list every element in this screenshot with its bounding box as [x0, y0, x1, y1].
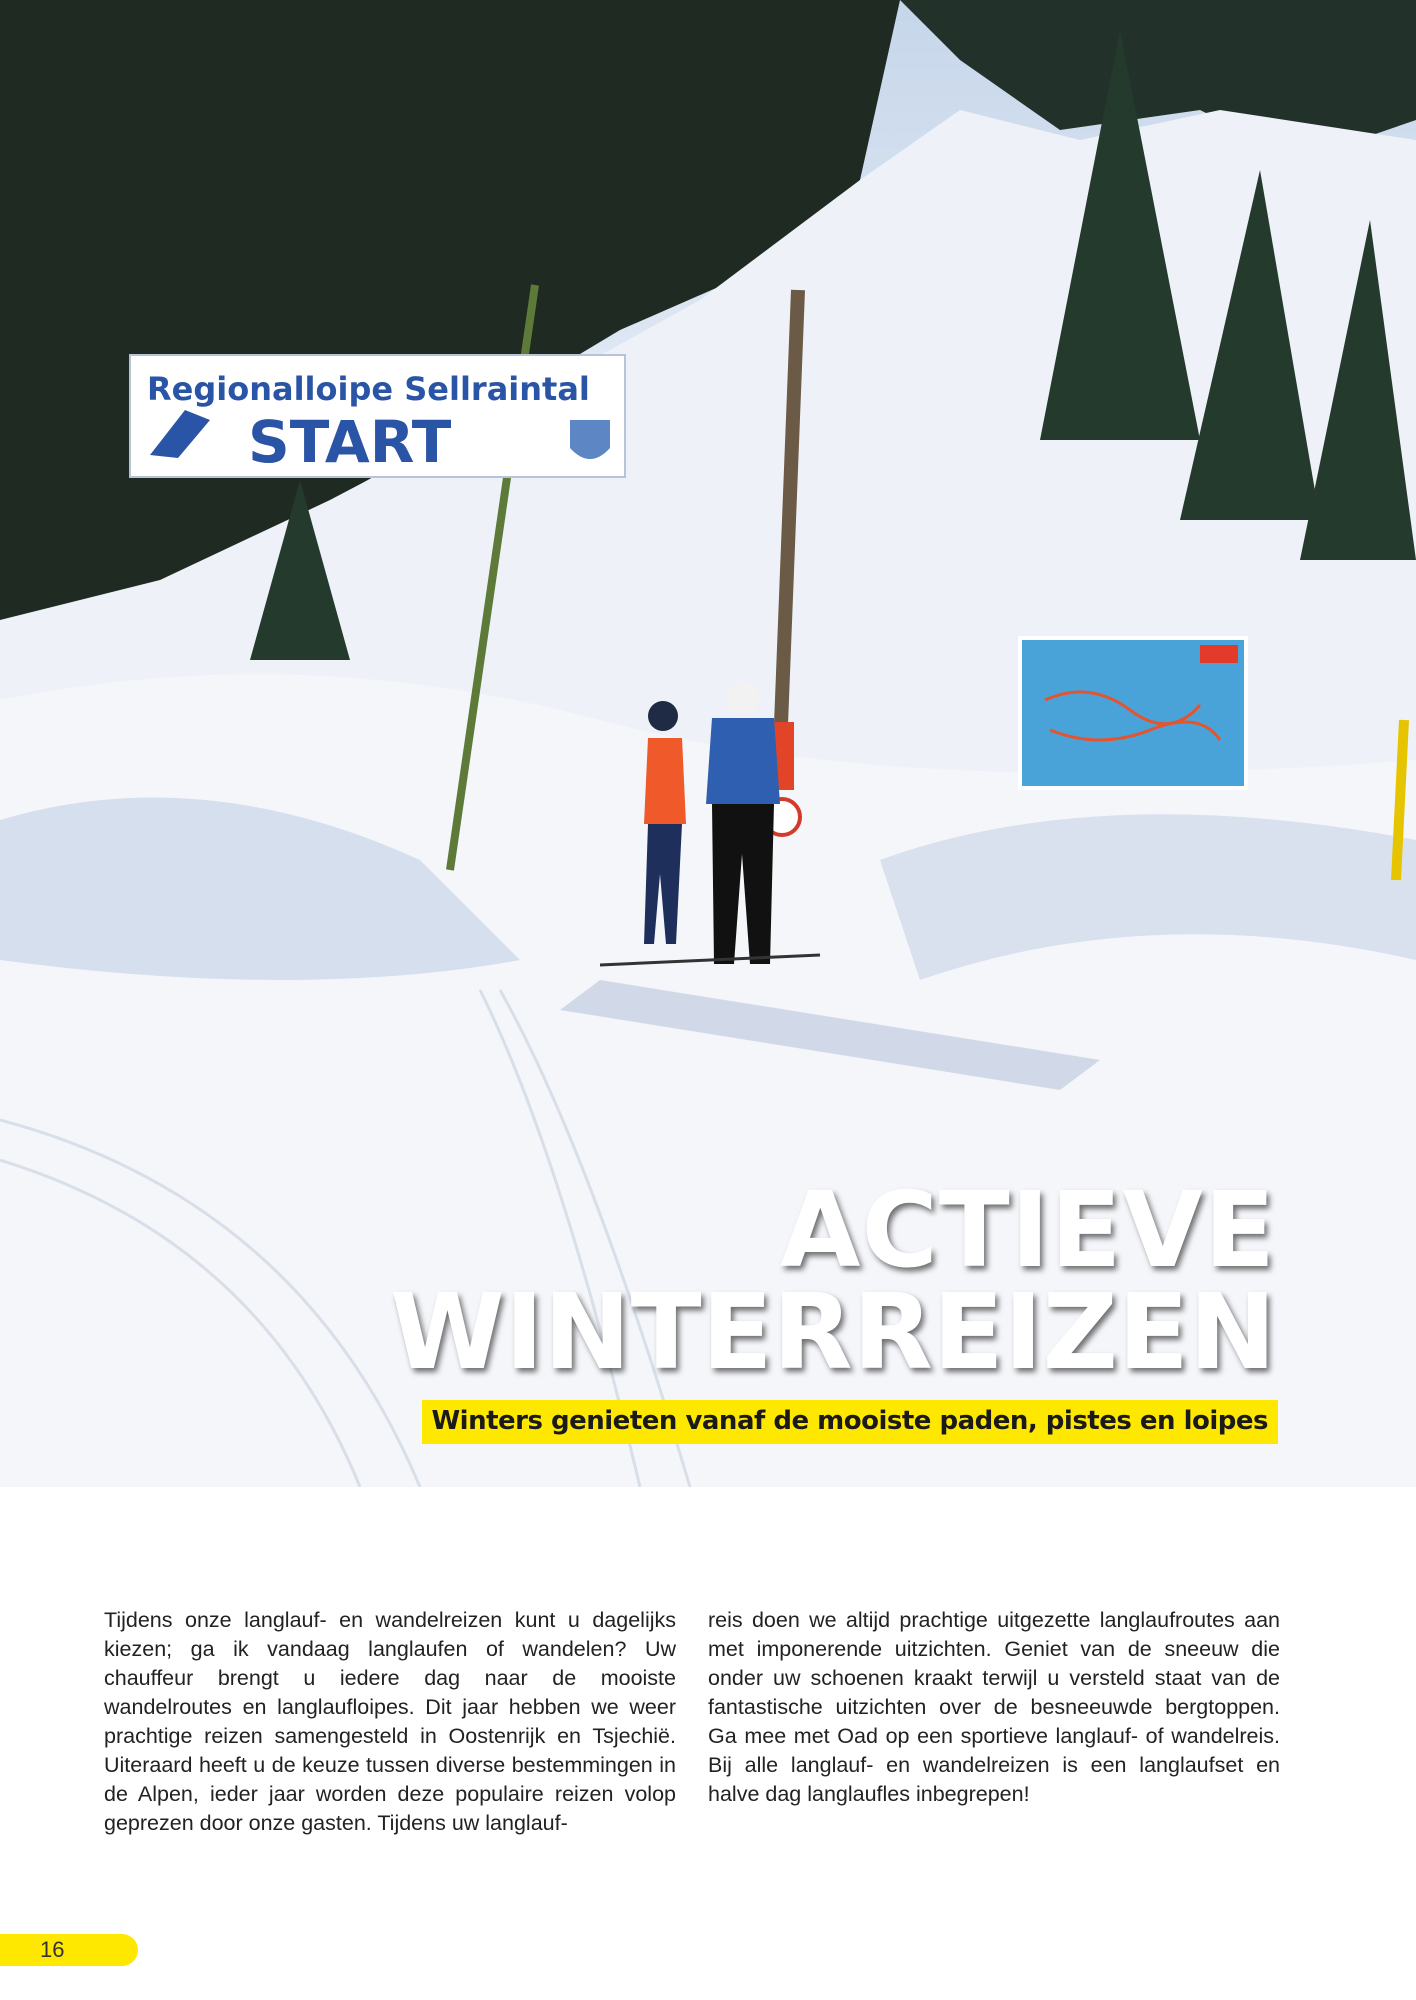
page-number: 16 — [0, 1934, 138, 1966]
headline-line-2: WINTERREIZEN — [390, 1270, 1276, 1393]
article-body — [104, 1606, 1280, 1838]
headline — [390, 1169, 1276, 1393]
body-column-2: reis doen we altijd prachtige uitgezette langlaufroutes aan met imponerende uitzichten. Geniet van de sneeuw die onder uw schoenen kraakt terwijl u versteld staat van de fantastische uitzichten over de besneeuwde bergtoppen. Ga mee met Oad op een sportieve langlauf- of wandelreis. Bij alle langlauf- en wandelreizen is een langlaufset en halve dag langlaufles inbegrepen! — [708, 1608, 1280, 1806]
body-column-1: Tijdens onze langlauf- en wandelreizen kunt u dagelijks kiezen; ga ik vandaag langlaufen of wandelen? Uw chauffeur brengt u iedere dag naar de mooiste wandelroutes en langlaufloipes. Dit jaar hebben we weer prachtige reizen samengesteld in Oostenrijk en Tsjechië. Uiteraard heeft u de keuze tussen diverse bestemmingen in de Alpen, ieder jaar worden deze populaire reizen volop geprezen door onze gasten. Tijdens uw langlauf- — [104, 1608, 676, 1835]
headline-line-1: ACTIEVE — [779, 1169, 1276, 1291]
banner-start-text: START — [248, 408, 452, 476]
subtitle-highlight: Winters genieten vanaf de mooiste paden, pistes en loipes — [422, 1400, 1279, 1444]
banner-top-text: Regionalloipe Sellraintal — [147, 370, 590, 408]
